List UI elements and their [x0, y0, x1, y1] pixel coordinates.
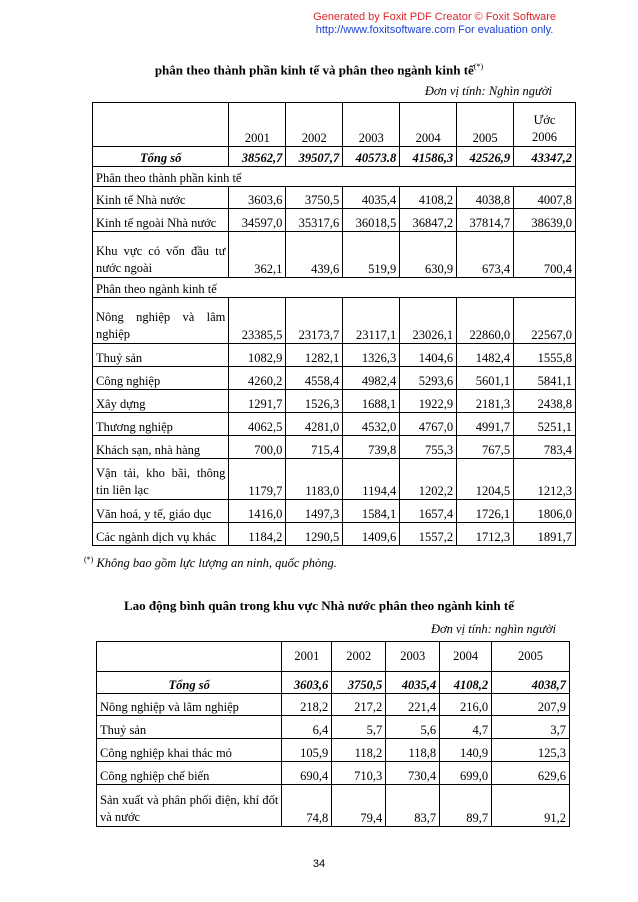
cell-value: 1557,2 [400, 523, 457, 546]
cell-value: 5,7 [332, 716, 386, 739]
row-label: Công nghiệp [93, 367, 229, 390]
cell-value: 1497,3 [286, 500, 343, 523]
table-row [93, 298, 576, 344]
cell-value: 34597,0 [229, 209, 286, 232]
table-row [93, 232, 576, 278]
cell-value: 118,8 [386, 739, 440, 762]
table-row [93, 500, 576, 523]
cell-value: 36847,2 [400, 209, 457, 232]
year-header: 2002 [332, 642, 386, 672]
year-header: 2002 [286, 103, 343, 147]
cell-value: 700,4 [514, 232, 576, 278]
cell-value: 4108,2 [400, 187, 457, 209]
year-header: 2004 [440, 642, 492, 672]
table2-unit: Đơn vị tính: nghìn người [430, 622, 556, 636]
cell-value: 715,4 [286, 436, 343, 459]
table-row [97, 694, 570, 716]
cell-value: 1326,3 [343, 344, 400, 367]
row-label: Kinh tế ngoài Nhà nước [93, 209, 229, 232]
watermark-line-1: Generated by Foxit PDF Creator © Foxit Software [313, 11, 556, 23]
cell-value: 5,6 [386, 716, 440, 739]
year-header: 2003 [343, 103, 400, 147]
cell-value: 700,0 [229, 436, 286, 459]
row-label: Công nghiệp khai thác mỏ [97, 739, 282, 762]
cell-value: 1657,4 [400, 500, 457, 523]
cell-value: 1688,1 [343, 390, 400, 413]
row-label: Nông nghiệp và lâm nghiệp [93, 298, 229, 344]
cell-value: 207,9 [492, 694, 570, 716]
cell-value: 1179,7 [229, 459, 286, 500]
row-label: Các ngành dịch vụ khác [93, 523, 229, 546]
row-label: Thương nghiệp [93, 413, 229, 436]
cell-value: 1726,1 [457, 500, 514, 523]
cell-value: 1282,1 [286, 344, 343, 367]
cell-value: 125,3 [492, 739, 570, 762]
cell-value: 519,9 [343, 232, 400, 278]
cell-value: 4035,4 [343, 187, 400, 209]
row-label: Văn hoá, y tế, giáo dục [93, 500, 229, 523]
cell-value: 4,7 [440, 716, 492, 739]
cell-value: 3603,6 [229, 187, 286, 209]
table-row [97, 785, 570, 827]
watermark-line-2: http://www.foxitsoftware.com For evaluation only. [315, 24, 554, 36]
total-label: Tổng số [97, 672, 282, 694]
total-value: 4035,4 [386, 672, 440, 694]
cell-value: 35317,6 [286, 209, 343, 232]
table1-footnote: (*) Không bao gồm lực lượng an ninh, quốc phòng. [84, 555, 337, 571]
cell-value: 37814,7 [457, 209, 514, 232]
cell-value: 755,3 [400, 436, 457, 459]
cell-value: 5293,6 [400, 367, 457, 390]
year-header: 2004 [400, 103, 457, 147]
cell-value: 83,7 [386, 785, 440, 827]
cell-value: 710,3 [332, 762, 386, 785]
total-value: 43347,2 [514, 147, 576, 167]
table1-header-row [93, 103, 576, 147]
cell-value: 4767,0 [400, 413, 457, 436]
cell-value: 783,4 [514, 436, 576, 459]
cell-value: 673,4 [457, 232, 514, 278]
section-heading-ownership: Phân theo thành phần kinh tế [93, 167, 576, 187]
table-row [93, 459, 576, 500]
cell-value: 74,8 [282, 785, 332, 827]
cell-value: 5251,1 [514, 413, 576, 436]
row-label: Nông nghiệp và lâm nghiệp [97, 694, 282, 716]
table1-total-row [93, 147, 576, 167]
cell-value: 1482,4 [457, 344, 514, 367]
row-label: Khách sạn, nhà hàng [93, 436, 229, 459]
table-row [93, 390, 576, 413]
cell-value: 38639,0 [514, 209, 576, 232]
header-corner-cell [93, 103, 229, 147]
table2-header-row [97, 642, 570, 672]
table-row [93, 413, 576, 436]
total-label: Tổng số [93, 147, 229, 167]
cell-value: 1404,6 [400, 344, 457, 367]
row-label: Vận tải, kho bãi, thông tin liên lạc [93, 459, 229, 500]
cell-value: 4038,8 [457, 187, 514, 209]
cell-value: 2181,3 [457, 390, 514, 413]
cell-value: 4260,2 [229, 367, 286, 390]
cell-value: 105,9 [282, 739, 332, 762]
row-label: Thuỷ sản [97, 716, 282, 739]
table-row [93, 209, 576, 232]
table-row [97, 762, 570, 785]
cell-value: 3750,5 [286, 187, 343, 209]
total-value: 4038,7 [492, 672, 570, 694]
cell-value: 4558,4 [286, 367, 343, 390]
total-value: 3603,6 [282, 672, 332, 694]
cell-value: 1806,0 [514, 500, 576, 523]
cell-value: 4007,8 [514, 187, 576, 209]
page-number: 34 [312, 858, 326, 870]
cell-value: 217,2 [332, 694, 386, 716]
cell-value: 1416,0 [229, 500, 286, 523]
cell-value: 4982,4 [343, 367, 400, 390]
table2-title: Lao động bình quân trong khu vực Nhà nước phân theo ngành kinh tế [124, 598, 514, 613]
cell-value: 3,7 [492, 716, 570, 739]
total-value: 38562,7 [229, 147, 286, 167]
cell-value: 118,2 [332, 739, 386, 762]
row-label: Xây dựng [93, 390, 229, 413]
cell-value: 629,6 [492, 762, 570, 785]
total-value: 4108,2 [440, 672, 492, 694]
row-label: Thuỷ sản [93, 344, 229, 367]
cell-value: 1712,3 [457, 523, 514, 546]
table1-title-mark: (*) [473, 62, 484, 71]
cell-value: 4991,7 [457, 413, 514, 436]
cell-value: 1526,3 [286, 390, 343, 413]
cell-value: 216,0 [440, 694, 492, 716]
cell-value: 6,4 [282, 716, 332, 739]
table1-section-row [93, 167, 576, 187]
cell-value: 89,7 [440, 785, 492, 827]
cell-value: 2438,8 [514, 390, 576, 413]
cell-value: 23026,1 [400, 298, 457, 344]
state-sector-labor-table [96, 641, 570, 827]
total-value: 40573.8 [343, 147, 400, 167]
cell-value: 1202,2 [400, 459, 457, 500]
cell-value: 1194,4 [343, 459, 400, 500]
table-row [97, 739, 570, 762]
row-label: Kinh tế Nhà nước [93, 187, 229, 209]
cell-value: 630,9 [400, 232, 457, 278]
cell-value: 221,4 [386, 694, 440, 716]
cell-value: 690,4 [282, 762, 332, 785]
cell-value: 1922,9 [400, 390, 457, 413]
year-header: 2005 [457, 103, 514, 147]
cell-value: 739,8 [343, 436, 400, 459]
cell-value: 36018,5 [343, 209, 400, 232]
year-header: 2005 [492, 642, 570, 672]
cell-value: 1291,7 [229, 390, 286, 413]
cell-value: 439,6 [286, 232, 343, 278]
table1-unit: Đơn vị tính: Nghìn người [424, 84, 552, 98]
cell-value: 23385,5 [229, 298, 286, 344]
cell-value: 91,2 [492, 785, 570, 827]
cell-value: 140,9 [440, 739, 492, 762]
cell-value: 22567,0 [514, 298, 576, 344]
footnote-mark: (*) [84, 555, 94, 564]
year-header: Ước 2006 [514, 103, 576, 147]
year-header: 2001 [282, 642, 332, 672]
cell-value: 1082,9 [229, 344, 286, 367]
header-corner-cell [97, 642, 282, 672]
table2-total-row [97, 672, 570, 694]
cell-value: 4532,0 [343, 413, 400, 436]
cell-value: 23173,7 [286, 298, 343, 344]
table-row [97, 716, 570, 739]
cell-value: 1212,3 [514, 459, 576, 500]
cell-value: 1891,7 [514, 523, 576, 546]
row-label: Khu vực có vốn đầu tư nước ngoài [93, 232, 229, 278]
cell-value: 23117,1 [343, 298, 400, 344]
table1-title: phân theo thành phần kinh tế và phân theo ngành kinh tế(*) [154, 62, 484, 78]
table-row [93, 436, 576, 459]
table-row [93, 187, 576, 209]
cell-value: 1184,2 [229, 523, 286, 546]
cell-value: 362,1 [229, 232, 286, 278]
cell-value: 1555,8 [514, 344, 576, 367]
cell-value: 1584,1 [343, 500, 400, 523]
cell-value: 767,5 [457, 436, 514, 459]
cell-value: 699,0 [440, 762, 492, 785]
cell-value: 1409,6 [343, 523, 400, 546]
total-value: 39507,7 [286, 147, 343, 167]
foxit-watermark [313, 11, 556, 37]
row-label: Công nghiệp chế biến [97, 762, 282, 785]
cell-value: 22860,0 [457, 298, 514, 344]
total-value: 42526,9 [457, 147, 514, 167]
total-value: 3750,5 [332, 672, 386, 694]
table-row [93, 523, 576, 546]
cell-value: 1204,5 [457, 459, 514, 500]
section-heading-sector: Phân theo ngành kinh tế [93, 278, 576, 298]
cell-value: 4062,5 [229, 413, 286, 436]
labor-by-sector-table [92, 102, 576, 546]
cell-value: 1183,0 [286, 459, 343, 500]
cell-value: 4281,0 [286, 413, 343, 436]
table1-section-row [93, 278, 576, 298]
cell-value: 5841,1 [514, 367, 576, 390]
row-label: Sản xuất và phân phối điện, khí đốt và nước [97, 785, 282, 827]
table-row [93, 344, 576, 367]
cell-value: 218,2 [282, 694, 332, 716]
cell-value: 79,4 [332, 785, 386, 827]
cell-value: 5601,1 [457, 367, 514, 390]
year-header: 2003 [386, 642, 440, 672]
total-value: 41586,3 [400, 147, 457, 167]
cell-value: 730,4 [386, 762, 440, 785]
cell-value: 1290,5 [286, 523, 343, 546]
year-header: 2001 [229, 103, 286, 147]
table-row [93, 367, 576, 390]
